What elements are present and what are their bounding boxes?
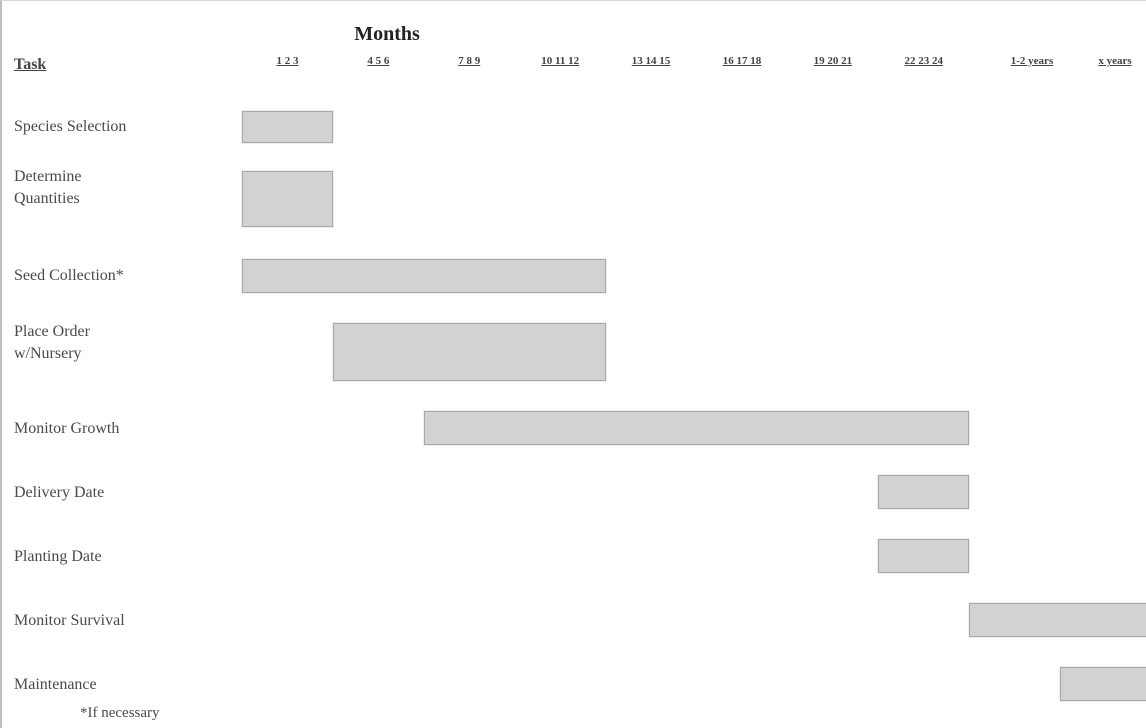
column-header: 22 23 24	[904, 55, 943, 67]
task-bar	[878, 539, 969, 573]
task-bar	[969, 603, 1146, 637]
task-bar	[1060, 667, 1146, 701]
task-label: Seed Collection*	[14, 267, 124, 284]
task-label: Delivery Date	[14, 484, 105, 501]
task-bar	[333, 323, 606, 381]
task-bar	[242, 111, 333, 143]
column-header: 16 17 18	[722, 55, 762, 67]
task-bar	[424, 411, 969, 445]
column-header: x years	[1098, 55, 1132, 67]
column-header: 1-2 years	[1010, 55, 1054, 67]
column-header: 7 8 9	[458, 55, 481, 67]
task-label: Monitor Growth	[14, 420, 120, 437]
task-label: Determine Quantities	[14, 168, 82, 207]
footnote: *If necessary	[80, 705, 160, 721]
column-header: 1 2 3	[276, 55, 299, 67]
task-column-header: Task	[14, 56, 47, 73]
column-header: 19 20 21	[813, 55, 853, 67]
task-label: Planting Date	[14, 548, 102, 565]
column-header: 4 5 6	[367, 55, 390, 67]
column-header: 10 11 12	[541, 55, 580, 67]
task-label: Species Selection	[14, 118, 127, 135]
task-label: Monitor Survival	[14, 612, 125, 629]
task-bar	[878, 475, 969, 509]
task-bar	[242, 171, 333, 227]
task-label: Maintenance	[14, 676, 97, 693]
task-label: Place Order w/Nursery	[14, 323, 90, 362]
chart-title: Months	[354, 23, 420, 45]
task-bar	[242, 259, 606, 293]
column-header: 13 14 15	[631, 55, 671, 67]
